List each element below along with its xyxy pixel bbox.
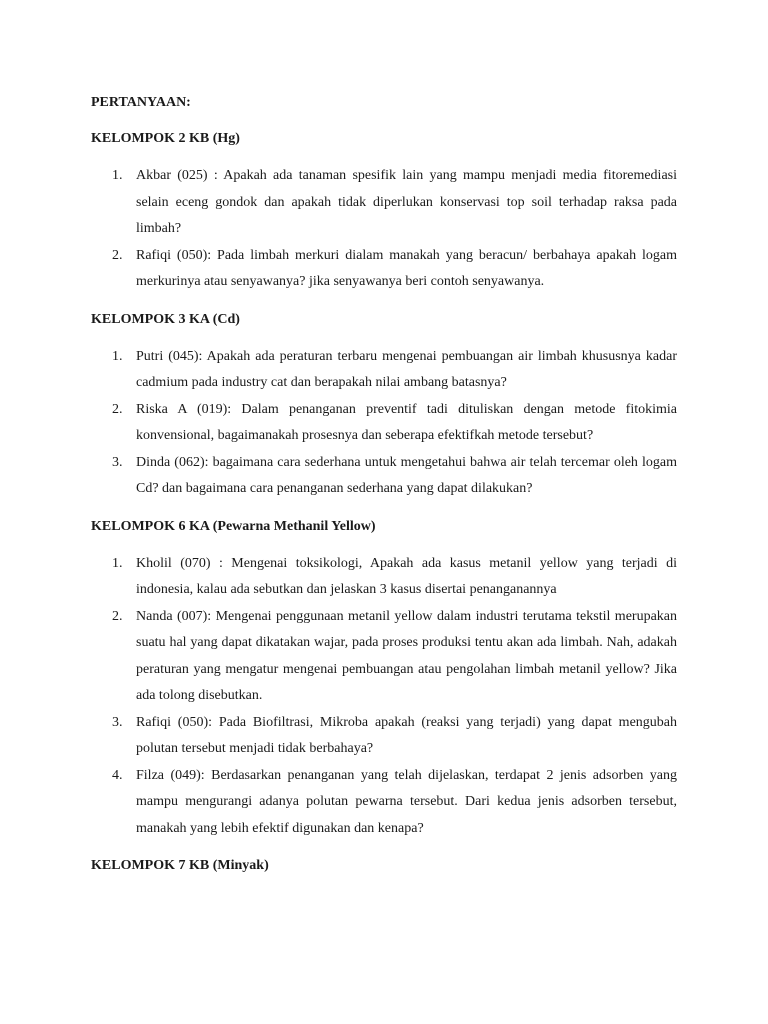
question-text: Riska A (019): Dalam penanganan preventif tadi dituliskan dengan metode fitokimia konvensional, bagaimanakah prosesnya dan seberapa efektifkah metode tersebut? [136,401,677,443]
question-number: 1. [112,555,123,571]
question-item [91,604,677,710]
document-page [91,93,677,890]
section-title: KELOMPOK 7 KB (Minyak) [91,858,269,873]
question-number: 2. [112,608,123,624]
question-text: Nanda (007): Mengenai penggunaan metanil yellow dalam industri terutama tekstil merupakan suatu hal yang dapat dikatakan wajar, pada proses produksi tentu akan ada limbah. Nah, adakah peraturan yang mengatur mengenai pembuangan atau pengolahan limbah metanil yellow? Jika ada tolong disebutkan. [136,608,677,703]
question-number: 4. [112,767,123,783]
question-number: 1. [112,168,123,183]
question-text: Dinda (062): bagaimana cara sederhana untuk mengetahui bahwa air telah tercemar oleh logam Cd? dan bagaimana cara penanganan sederhana yang dapat dilakukan? [136,454,677,496]
question-list [91,163,677,296]
question-item [91,397,677,450]
question-number: 3. [112,454,123,470]
section-title: KELOMPOK 2 KB (Hg) [91,131,240,146]
question-number: 3. [112,714,123,730]
section-kelompok-6 [91,517,677,843]
section-title: KELOMPOK 6 KA (Pewarna Methanil Yellow) [91,518,376,534]
question-item [91,450,677,503]
document-heading: PERTANYAAN: [91,95,191,110]
question-item [91,710,677,763]
question-list [91,551,677,843]
question-text: Kholil (070) : Mengenai toksikologi, Apakah ada kasus metanil yellow yang terjadi di indonesia, kalau ada sebutkan dan jelaskan 3 kasus disertai penanganannya [136,555,677,597]
section-kelompok-7 [91,856,677,876]
question-number: 1. [112,348,123,364]
question-number: 2. [112,247,123,263]
question-item [91,163,677,243]
question-item [91,344,677,397]
section-kelompok-3 [91,310,677,503]
question-item [91,551,677,604]
question-text: Rafiqi (050): Pada limbah merkuri dialam manakah yang beracun/ berbahaya apakah logam merkurinya atau senyawanya? jika senyawanya beri contoh senyawanya. [136,247,677,289]
question-text: Akbar (025) : Apakah ada tanaman spesifik lain yang mampu menjadi media fitoremediasi selain eceng gondok dan apakah tidak diperlukan konservasi top soil terhadap raksa pada limbah? [136,168,677,236]
question-text: Rafiqi (050): Pada Biofiltrasi, Mikroba apakah (reaksi yang terjadi) yang dapat mengubah polutan tersebut menjadi tidak berbahaya? [136,714,677,756]
question-number: 2. [112,401,123,417]
question-item [91,763,677,843]
section-title: KELOMPOK 3 KA (Cd) [91,311,240,327]
question-item [91,243,677,296]
question-text: Filza (049): Berdasarkan penanganan yang telah dijelaskan, terdapat 2 jenis adsorben yang mampu mengurangi adanya polutan pewarna tersebut. Dari kedua jenis adsorben tersebut, manakah yang lebih efektif digunakan dan kenapa? [136,767,677,836]
question-text: Putri (045): Apakah ada peraturan terbaru mengenai pembuangan air limbah khususnya kadar cadmium pada industry cat dan berapakah nilai ambang batasnya? [136,348,677,390]
question-list [91,344,677,503]
section-kelompok-2 [91,129,677,296]
